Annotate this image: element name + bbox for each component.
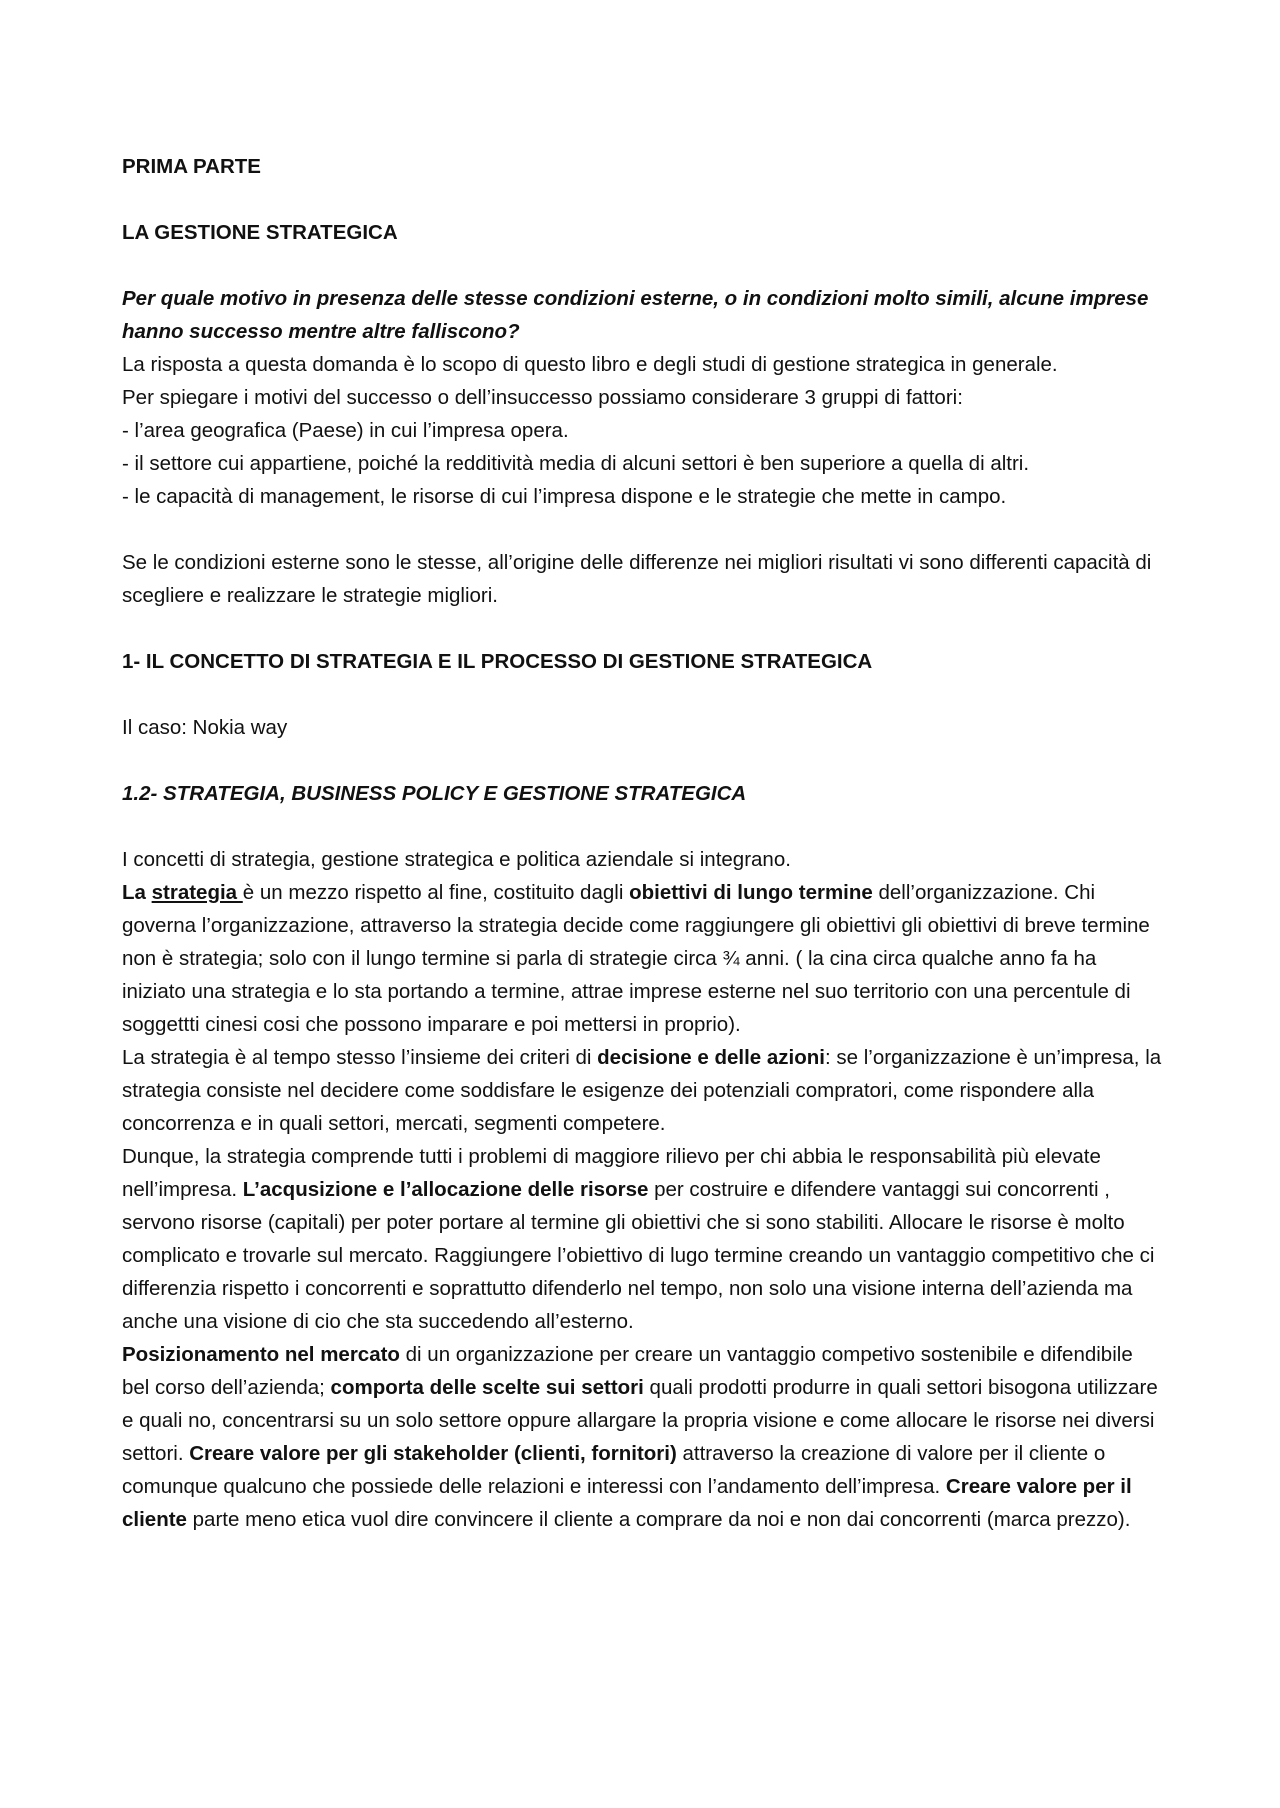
- positioning-paragraph: [122, 1338, 1162, 1536]
- case-line: Il caso: Nokia way: [122, 716, 288, 739]
- heading-section-1: 1- IL CONCETTO DI STRATEGIA E IL PROCESSO DI GESTIONE STRATEGICA: [122, 650, 873, 673]
- document-page: [122, 150, 1162, 1536]
- text-run: L’acqusizione e l’allocazione delle risorse: [242, 1178, 649, 1201]
- text-run: dell’organizzazione. Chi governa l’organizzazione, attraverso la strategia decide come raggiungere gli obiettivi gli obiettivi di breve termine non è strategia; solo con il lungo termine si parla di strategie circa ¾ anni. ( la cina circa qualche anno fa ha iniziato una strategia e lo sta portando a termine, attrae imprese esterne nel suo territorio con una percentule di soggettti cinesi cosi che possono imparare e poi mettersi in proprio).: [122, 881, 1150, 1036]
- text-run: quali prodotti produrre in quali settori bisogona utilizzare e quali no, concentrarsi su un solo settore oppure allargare la propria visione e come allocare le risorse nei diversi settori.: [122, 1376, 1158, 1465]
- text-run: è un mezzo rispetto al fine, costituito dagli: [242, 881, 630, 904]
- text-run: Creare valore per il cliente: [122, 1475, 1132, 1531]
- strategy-paragraph: [122, 876, 1162, 1041]
- strategy-term: strategia: [151, 881, 243, 904]
- text-run: comporta delle scelte sui settori: [330, 1376, 644, 1399]
- heading-gestione-strategica: LA GESTIONE STRATEGICA: [122, 221, 398, 244]
- resources-paragraph: [122, 1140, 1162, 1338]
- text-run: La: [122, 881, 152, 904]
- concepts-line: I concetti di strategia, gestione strategica e politica aziendale si integrano.: [122, 848, 791, 871]
- intro-line-2: Per spiegare i motivi del successo o dell’insuccesso possiamo considerare 3 gruppi di fattori:: [122, 386, 963, 409]
- text-run: attraverso la creazione di valore per il cliente o comunque qualcuno che possiede delle relazioni e interessi con l’andamento dell’impresa.: [122, 1442, 1106, 1498]
- text-run: Creare valore per gli stakeholder (clienti, fornitori): [189, 1442, 677, 1465]
- text-run: per costruire e difendere vantaggi sui concorrenti , servono risorse (capitali) per poter portare al termine gli obiettivi che si sono stabiliti. Allocare le risorse è molto complicato e trovarle sul mercato. Raggiungere l’obiettivo di lugo termine creando un vantaggio competitivo che ci differenzia rispetto i concorrenti e soprattutto difenderlo nel tempo, non solo una visione interna dell’azienda ma anche una visione di cio che sta succedendo all’esterno.: [122, 1178, 1155, 1333]
- text-run: di un organizzazione per creare un vantaggio competivo sostenibile e difendibile bel corso dell’azienda;: [122, 1343, 1133, 1399]
- text-run: parte meno etica vuol dire convincere il cliente a comprare da noi e non dai concorrenti (marca prezzo).: [186, 1508, 1131, 1531]
- text-run: : se l’organizzazione è un’impresa, la strategia consiste nel decidere come soddisfare le esigenze dei potenziali compratori, come rispondere alla concorrenza e in quali settori, mercati, segmenti competere.: [122, 1046, 1162, 1135]
- heading-section-1-2: 1.2- STRATEGIA, BUSINESS POLICY E GESTIONE STRATEGICA: [122, 782, 747, 805]
- key-question: Per quale motivo in presenza delle stesse condizioni esterne, o in condizioni molto simili, alcune imprese hanno successo mentre altre falliscono?: [122, 287, 1149, 343]
- criteria-paragraph: [122, 1041, 1162, 1140]
- heading-prima-parte: PRIMA PARTE: [122, 155, 261, 178]
- factor-item: - le capacità di management, le risorse di cui l’impresa dispone e le strategie che mette in campo.: [122, 485, 1007, 508]
- conditions-paragraph: Se le condizioni esterne sono le stesse, all’origine delle differenze nei migliori risultati vi sono differenti capacità di scegliere e realizzare le strategie migliori.: [122, 551, 1152, 607]
- intro-line-1: La risposta a questa domanda è lo scopo di questo libro e degli studi di gestione strategica in generale.: [122, 353, 1058, 376]
- factor-item: - il settore cui appartiene, poiché la redditività media di alcuni settori è ben superiore a quella di altri.: [122, 452, 1030, 475]
- text-run: Posizionamento nel mercato: [122, 1343, 400, 1366]
- factor-item: - l’area geografica (Paese) in cui l’impresa opera.: [122, 419, 569, 442]
- text-run: La strategia è al tempo stesso l’insieme dei criteri di: [122, 1046, 598, 1069]
- text-run: Dunque, la strategia comprende tutti i problemi di maggiore rilievo per chi abbia le responsabilità più elevate nell’impresa.: [122, 1145, 1101, 1201]
- text-run: obiettivi di lungo termine: [629, 881, 873, 904]
- text-run: decisione e delle azioni: [597, 1046, 825, 1069]
